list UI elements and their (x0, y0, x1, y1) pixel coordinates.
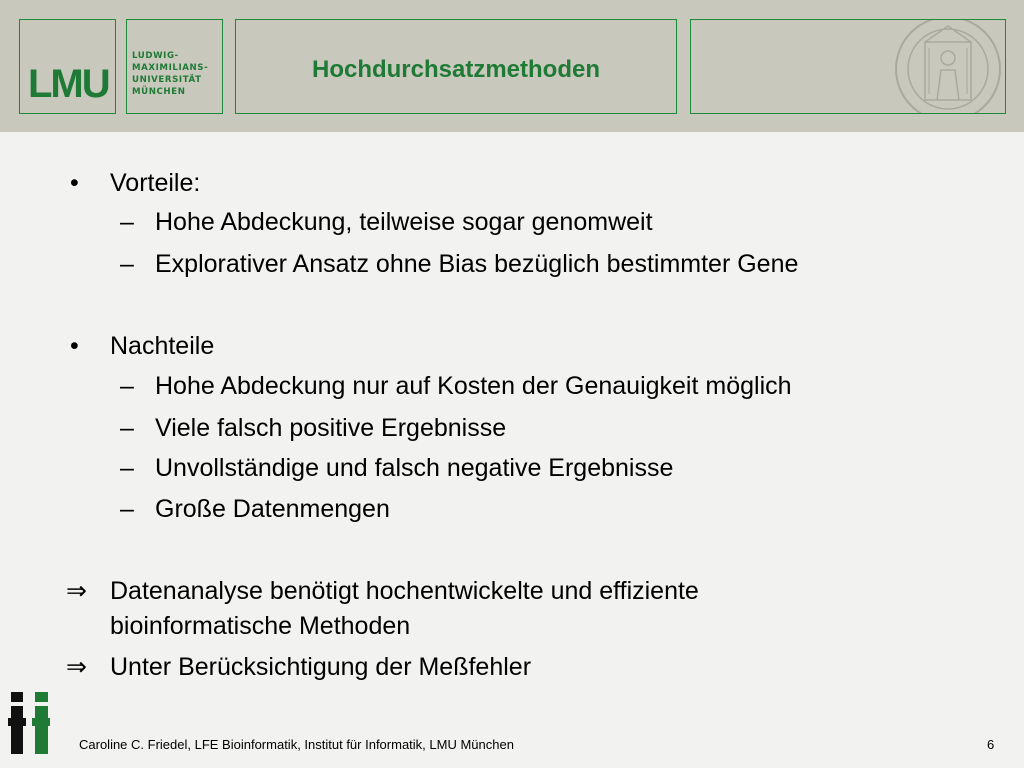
dash-marker: – (120, 495, 134, 523)
disadvantage-item: Große Datenmengen (155, 495, 390, 523)
disadvantage-item: Viele falsch positive Ergebnisse (155, 414, 507, 442)
dash-marker: – (120, 372, 134, 400)
dash-marker: – (120, 208, 134, 236)
seal-box (690, 19, 1006, 114)
slide-title: Hochdurchsatzmethoden (311, 56, 601, 83)
university-name-line: MÜNCHEN (132, 87, 186, 97)
footer-author: Caroline C. Friedel, LFE Bioinformatik, Institut für Informatik, LMU München (79, 737, 514, 752)
bullet-marker: • (70, 332, 79, 360)
university-name-line: UNIVERSITÄT (132, 75, 202, 85)
university-name-line: MAXIMILIANS- (132, 63, 209, 73)
lmu-logo-box (19, 19, 116, 114)
conclusion-text: Unter Berücksichtigung der Meßfehler (110, 653, 532, 681)
conclusion-text: Datenanalyse benötigt hochentwickelte und effiziente (110, 577, 699, 605)
page-number: 6 (987, 737, 995, 752)
university-seal-icon (893, 19, 1003, 114)
lmu-logo: LMU (28, 62, 109, 106)
advantages-label: Vorteile: (110, 169, 201, 197)
university-name (132, 50, 222, 98)
university-name-box (126, 19, 223, 114)
disadvantages-label: Nachteile (110, 332, 215, 360)
ifi-logo-icon (8, 692, 54, 758)
university-name-line: LUDWIG- (132, 51, 179, 61)
dash-marker: – (120, 414, 134, 442)
conclusion-text: bioinformatische Methoden (110, 612, 411, 640)
disadvantage-item: Hohe Abdeckung nur auf Kosten der Genauigkeit möglich (155, 372, 792, 400)
disadvantage-item: Unvollständige und falsch negative Ergebnisse (155, 454, 674, 482)
advantage-item: Hohe Abdeckung, teilweise sogar genomweit (155, 208, 653, 236)
slide-header (0, 0, 1024, 132)
title-box (235, 19, 677, 114)
bullet-marker: • (70, 169, 79, 197)
advantage-item: Explorativer Ansatz ohne Bias bezüglich bestimmter Gene (155, 250, 799, 278)
implies-icon: ⇒ (66, 577, 87, 605)
dash-marker: – (120, 250, 134, 278)
dash-marker: – (120, 454, 134, 482)
implies-icon: ⇒ (66, 653, 87, 681)
